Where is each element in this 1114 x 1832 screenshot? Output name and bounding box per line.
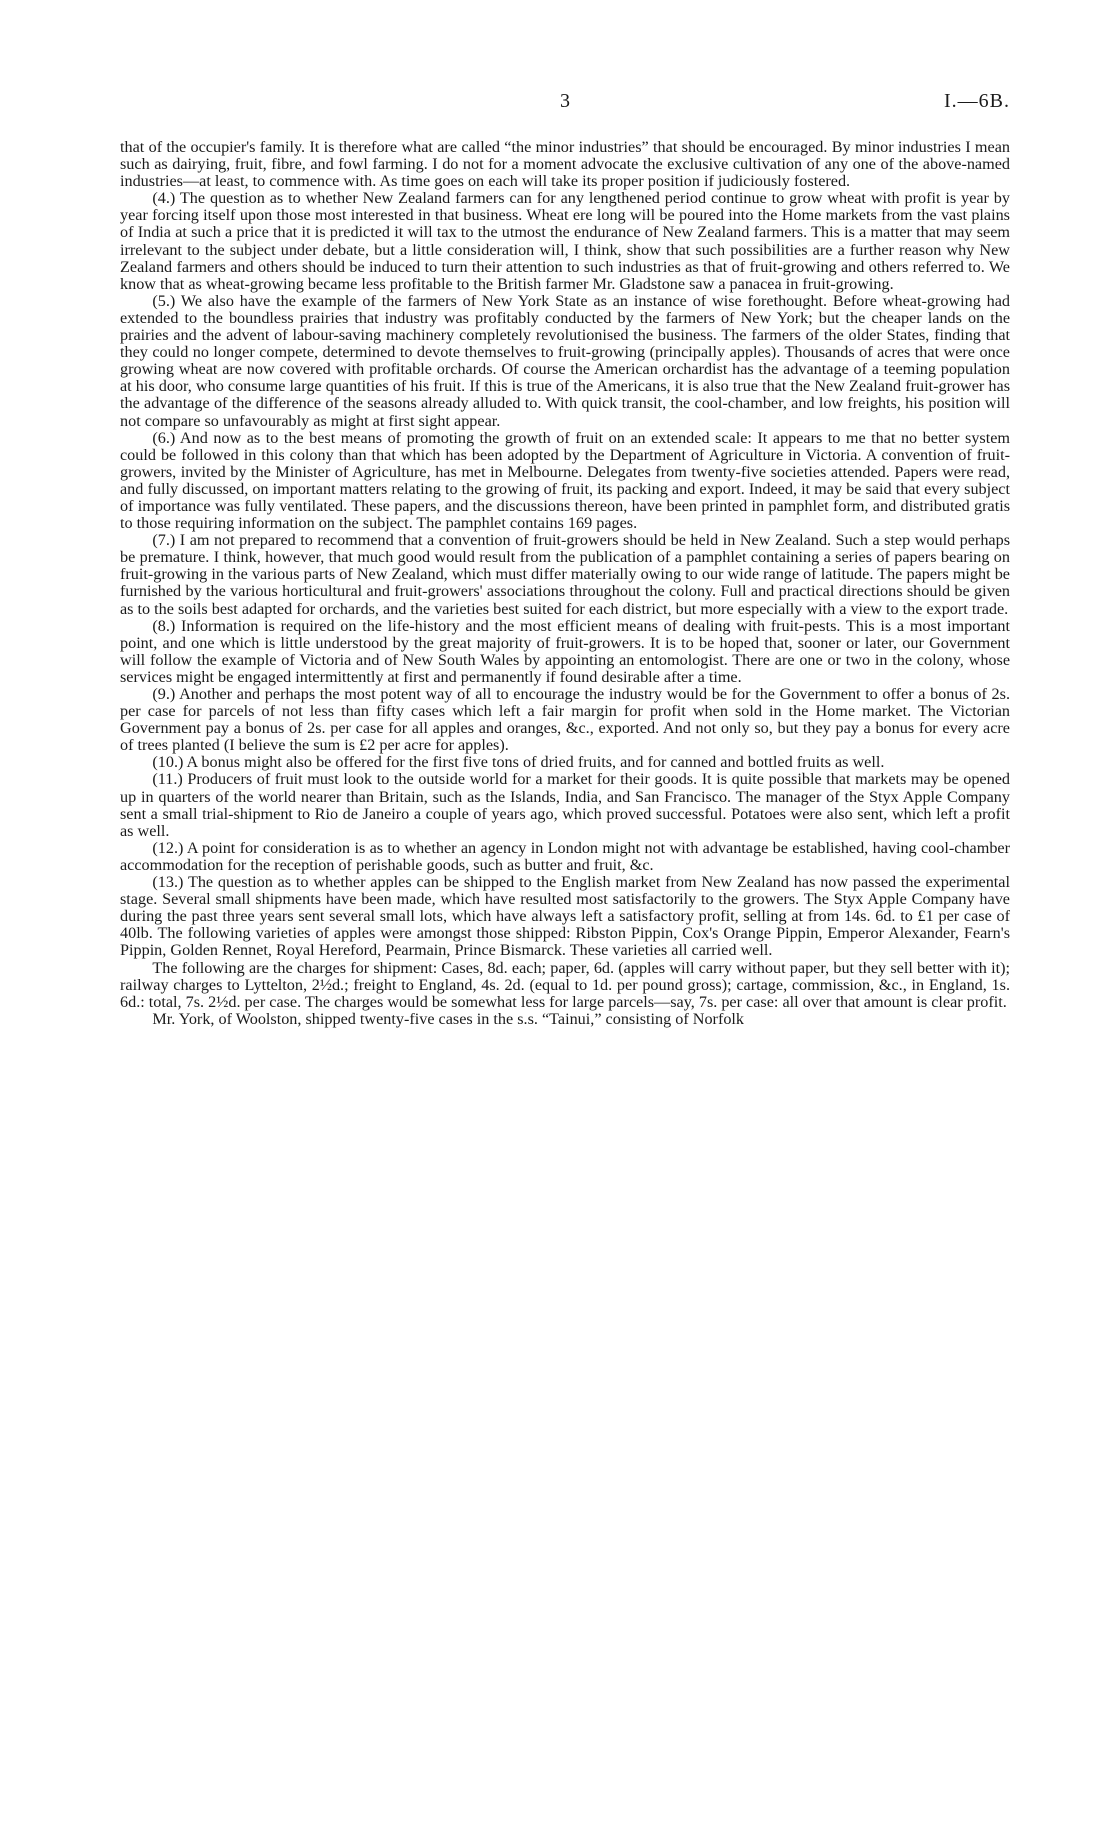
paragraph-11-markets: (11.) Producers of fruit must look to the outside world for a market for their goods. It is quite possible that markets may be opened up in quarters of the world nearer than Britain, such as the Islands, India, and San Francisco. The manager of the Styx Apple Company sent a small trial-shipment to Rio de Janeiro a couple of years ago, which proved successful. Potatoes were also sent, which left a profit as well. (120, 770, 1010, 840)
paragraph-shipment-charges: The following are the charges for shipment: Cases, 8d. each; paper, 6d. (apples will carry without paper, but they sell better with it); railway charges to Lyttelton, 2½d.; freight to England, 4s. 2d. (equal to 1d. per pound gross); cartage, commission, &c., in England, 1s. 6d.: total, 7s. 2½d. per case. The charges would be somewhat less for large parcels—say, 7s. per case: all over that amount is clear profit. (120, 958, 1010, 1011)
paragraph-6-victoria-convention: (6.) And now as to the best means of promoting the growth of fruit on an extended scale: It appears to me that no better system could be followed in this colony than that which has been adopted by the Department of Agriculture in Victoria. A convention of fruit-growers, invited by the Minister of Agriculture, has met in Melbourne. Delegates from twenty-five societies attended. Papers were read, and fully discussed, on important matters relating to the growing of fruit, its packing and export. Indeed, it may be said that every subject of importance was fully ventilated. These papers, and the discussions thereon, have been printed in pamphlet form, and distributed gratis to those requiring information on the subject. The pamphlet contains 169 pages. (120, 428, 1010, 533)
paper-reference: I.—6B. (944, 90, 1010, 112)
paragraph-13-apple-shipping: (13.) The question as to whether apples can be shipped to the English market from New Zealand has now passed the experimental stage. Several small shipments have been made, which have resulted most satisfactorily to the growers. The Styx Apple Company have during the past three years sent several small lots, which have always left a satisfactory profit, selling at from 14s. 6d. to £1 per case of 40lb. The following varieties of apples were amongst those shipped: Ribston Pippin, Cox's Orange Pippin, Emperor Alexander, Fearn's Pippin, Golden Rennet, Royal Hereford, Pearmain, Prince Bismarck. These varieties all carried well. (120, 873, 1010, 960)
page-header (120, 90, 1010, 120)
page-number: 3 (560, 90, 570, 112)
paragraph-mr-york: Mr. York, of Woolston, shipped twenty-five cases in the s.s. “Tainui,” consisting of Norfolk (152, 1009, 745, 1028)
paragraph-7-pamphlet: (7.) I am not prepared to recommend that a convention of fruit-growers should be held in New Zealand. Such a step would perhaps be premature. I think, however, that much good would result from the publication of a pamphlet containing a series of papers bearing on fruit-growing in the various parts of New Zealand, which must differ materially owing to our wide range of latitude. The papers might be furnished by the various horticultural and fruit-growers' associations throughout the colony. Full and practical directions should be given as to the soils best adapted for orchards, and the varieties best suited for each district, but more especially with a view to the export trade. (120, 531, 1010, 618)
paragraph-10-dried-fruits: (10.) A bonus might also be offered for the first five tons of dried fruits, and for canned and bottled fruits as well. (152, 753, 885, 772)
paragraph-8-fruit-pests: (8.) Information is required on the life-history and the most efficient means of dealing with fruit-pests. This is a most important point, and one which is little understood by the great majority of fruit-growers. It is to be hoped that, sooner or later, our Government will follow the example of Victoria and of New South Wales by appointing an entomologist. There are one or two in the colony, whose services might be engaged intermittently at first and permanently if found desirable after a time. (120, 616, 1010, 686)
paragraph-continuation: that of the occupier's family. It is therefore what are called “the minor industries” that should be encouraged. By minor industries I mean such as dairying, fruit, fibre, and fowl farming. I do not for a moment advocate the exclusive cultivation of any one of the above-named industries—at least, to commence with. As time goes on each will take its proper position if judiciously fostered. (120, 138, 1010, 191)
body-text (120, 139, 1010, 1028)
paragraph-12-london-agency: (12.) A point for consideration is as to whether an agency in London might not with advantage be established, having cool-chamber accommodation for the reception of perishable goods, such as butter and fruit, &c. (120, 838, 1010, 874)
paragraph-9-bonus: (9.) Another and perhaps the most potent way of all to encourage the industry would be for the Government to offer a bonus of 2s. per case for parcels of not less than fifty cases which left a fair margin for profit when sold in the Home market. The Victorian Government pay a bonus of 2s. per case for all apples and oranges, &c., exported. And not only so, but they pay a bonus for every acre of trees planted (I believe the sum is £2 per acre for apples). (120, 685, 1010, 755)
paragraph-4-wheat: (4.) The question as to whether New Zealand farmers can for any lengthened period continue to grow wheat with profit is year by year forcing itself upon those most interested in that business. Wheat ere long will be poured into the Home markets from the vast plains of India at such a price that it is predicted it will tax to the utmost the endurance of New Zealand farmers. This is a matter that may seem irrelevant to the subject under debate, but a little consideration will, I think, show that such possibilities are a further reason why New Zealand farmers and others should be induced to turn their attention to such industries as that of fruit-growing and others referred to. We know that as wheat-growing became less profitable to the British farmer Mr. Gladstone saw a panacea in fruit-growing. (120, 189, 1010, 293)
paragraph-5-new-york: (5.) We also have the example of the farmers of New York State as an instance of wise forethought. Before wheat-growing had extended to the boundless prairies that industry was profitably conducted by the farmers of New York; but the cheaper lands on the prairies and the advent of labour-saving machinery completely revolutionised the business. The farmers of the older States, finding that they could no longer compete, determined to devote themselves to fruit-growing (principally apples). Thousands of acres that were once growing wheat are now covered with profitable orchards. Of course the American orchardist has the advantage of a teeming population at his door, who consume large quantities of his fruit. If this is true of the Americans, it is also true that the New Zealand fruit-grower has the advantage of the difference of the seasons already alluded to. With quick transit, the cool-chamber, and low freights, his position will not compare so unfavourably as might at first sight appear. (120, 291, 1010, 430)
